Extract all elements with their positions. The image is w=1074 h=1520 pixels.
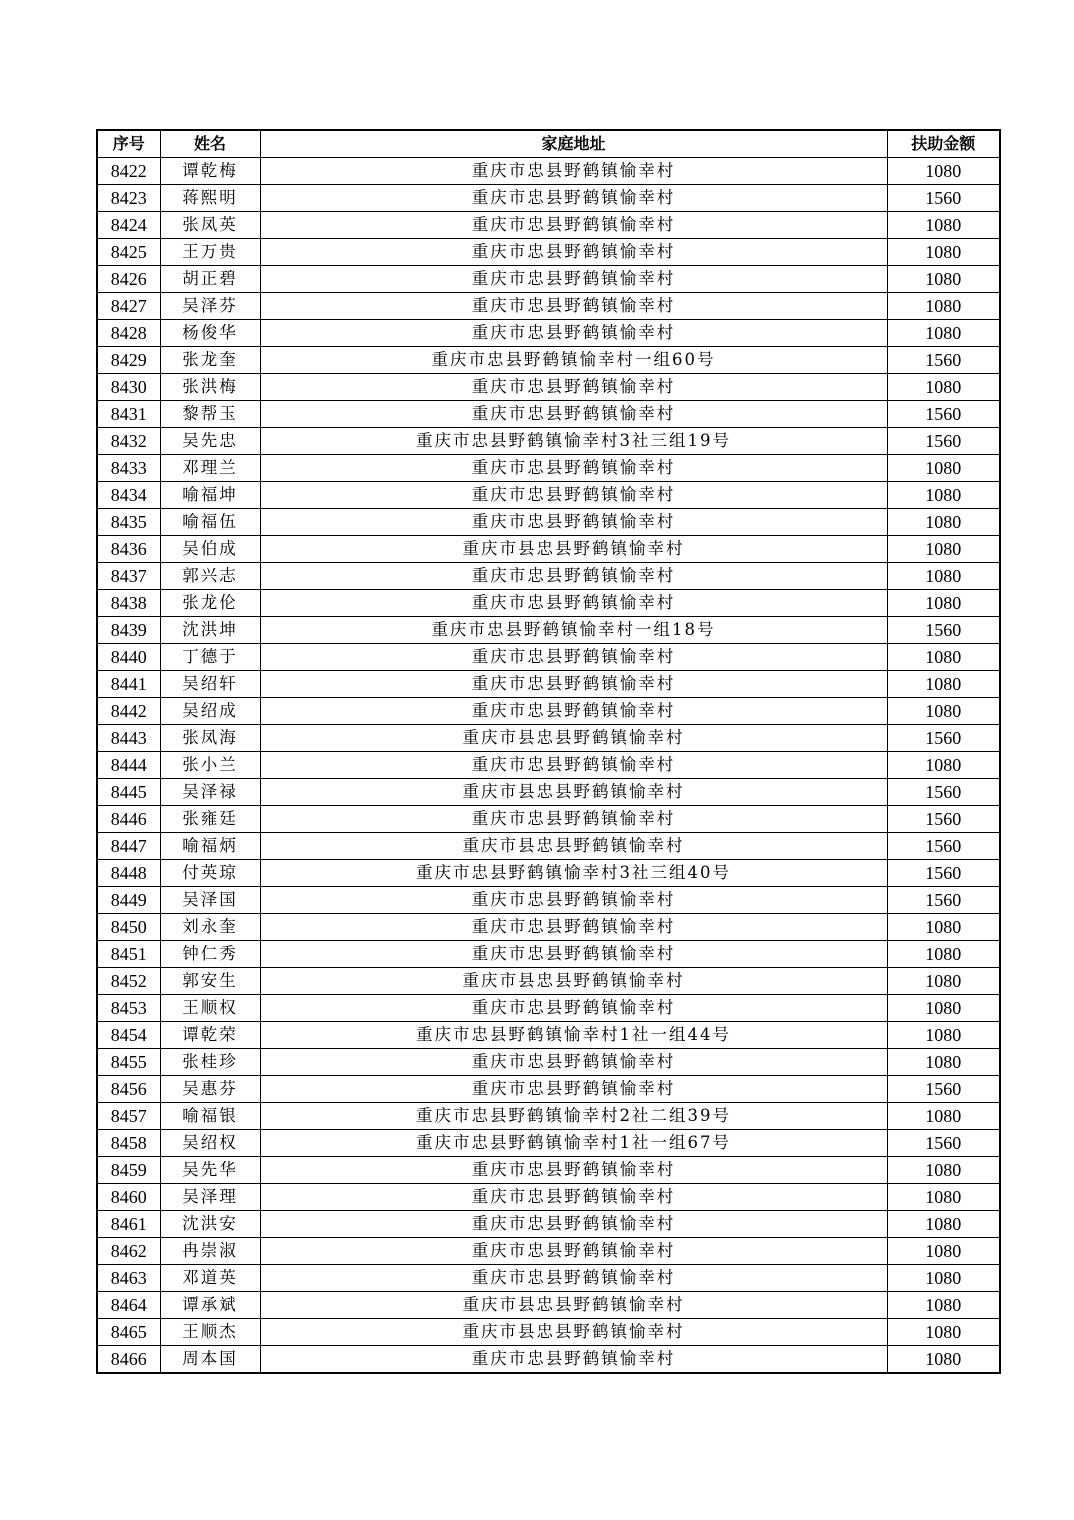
- cell-home-address: 重庆市忠县野鹤镇愉幸村: [260, 887, 887, 914]
- cell-assistance-amount: 1080: [887, 1265, 1000, 1292]
- cell-assistance-amount: 1560: [887, 401, 1000, 428]
- cell-assistance-amount: 1080: [887, 995, 1000, 1022]
- cell-serial-number: 8439: [97, 617, 160, 644]
- cell-home-address: 重庆市忠县野鹤镇愉幸村: [260, 1346, 887, 1374]
- cell-serial-number: 8448: [97, 860, 160, 887]
- cell-name: 沈洪坤: [160, 617, 260, 644]
- table-row: [97, 1292, 1000, 1319]
- cell-home-address: 重庆市忠县野鹤镇愉幸村: [260, 374, 887, 401]
- table-row: [97, 347, 1000, 374]
- cell-home-address: 重庆市县忠县野鹤镇愉幸村: [260, 968, 887, 995]
- table-row: [97, 158, 1000, 185]
- cell-name: 付英琼: [160, 860, 260, 887]
- cell-home-address: 重庆市县忠县野鹤镇愉幸村: [260, 779, 887, 806]
- table-row: [97, 509, 1000, 536]
- cell-serial-number: 8466: [97, 1346, 160, 1374]
- cell-name: 吴绍成: [160, 698, 260, 725]
- cell-serial-number: 8438: [97, 590, 160, 617]
- cell-home-address: 重庆市忠县野鹤镇愉幸村: [260, 509, 887, 536]
- table-row: [97, 914, 1000, 941]
- cell-name: 邓理兰: [160, 455, 260, 482]
- cell-home-address: 重庆市忠县野鹤镇愉幸村: [260, 185, 887, 212]
- table-row: [97, 1346, 1000, 1374]
- cell-serial-number: 8431: [97, 401, 160, 428]
- cell-name: 张龙奎: [160, 347, 260, 374]
- cell-serial-number: 8440: [97, 644, 160, 671]
- cell-assistance-amount: 1560: [887, 428, 1000, 455]
- cell-serial-number: 8436: [97, 536, 160, 563]
- cell-name: 谭承斌: [160, 1292, 260, 1319]
- cell-home-address: 重庆市忠县野鹤镇愉幸村: [260, 1265, 887, 1292]
- table-row: [97, 212, 1000, 239]
- cell-serial-number: 8456: [97, 1076, 160, 1103]
- table-row: [97, 779, 1000, 806]
- cell-name: 杨俊华: [160, 320, 260, 347]
- cell-assistance-amount: 1080: [887, 698, 1000, 725]
- table-row: [97, 1022, 1000, 1049]
- table-row: [97, 968, 1000, 995]
- cell-home-address: 重庆市忠县野鹤镇愉幸村: [260, 401, 887, 428]
- cell-home-address: 重庆市忠县野鹤镇愉幸村1社一组44号: [260, 1022, 887, 1049]
- cell-assistance-amount: 1560: [887, 860, 1000, 887]
- cell-name: 吴伯成: [160, 536, 260, 563]
- cell-name: 张凤海: [160, 725, 260, 752]
- cell-serial-number: 8441: [97, 671, 160, 698]
- cell-home-address: 重庆市忠县野鹤镇愉幸村: [260, 158, 887, 185]
- cell-serial-number: 8426: [97, 266, 160, 293]
- cell-name: 吴泽芬: [160, 293, 260, 320]
- cell-serial-number: 8453: [97, 995, 160, 1022]
- cell-home-address: 重庆市忠县野鹤镇愉幸村3社三组19号: [260, 428, 887, 455]
- header-name: 姓名: [160, 130, 260, 158]
- cell-assistance-amount: 1080: [887, 914, 1000, 941]
- cell-name: 周本国: [160, 1346, 260, 1374]
- cell-assistance-amount: 1080: [887, 968, 1000, 995]
- cell-assistance-amount: 1080: [887, 590, 1000, 617]
- table-row: [97, 455, 1000, 482]
- cell-assistance-amount: 1080: [887, 158, 1000, 185]
- cell-serial-number: 8445: [97, 779, 160, 806]
- cell-name: 胡正碧: [160, 266, 260, 293]
- cell-home-address: 重庆市县忠县野鹤镇愉幸村: [260, 833, 887, 860]
- table-row: [97, 320, 1000, 347]
- table-row: [97, 1049, 1000, 1076]
- table-row: [97, 1157, 1000, 1184]
- cell-home-address: 重庆市忠县野鹤镇愉幸村: [260, 1211, 887, 1238]
- cell-home-address: 重庆市忠县野鹤镇愉幸村: [260, 212, 887, 239]
- cell-serial-number: 8444: [97, 752, 160, 779]
- cell-assistance-amount: 1080: [887, 1184, 1000, 1211]
- header-home-address: 家庭地址: [260, 130, 887, 158]
- table-row: [97, 1319, 1000, 1346]
- cell-name: 吴先华: [160, 1157, 260, 1184]
- cell-home-address: 重庆市忠县野鹤镇愉幸村: [260, 455, 887, 482]
- cell-name: 沈洪安: [160, 1211, 260, 1238]
- cell-serial-number: 8443: [97, 725, 160, 752]
- cell-home-address: 重庆市忠县野鹤镇愉幸村: [260, 563, 887, 590]
- cell-serial-number: 8428: [97, 320, 160, 347]
- cell-name: 丁德于: [160, 644, 260, 671]
- cell-serial-number: 8429: [97, 347, 160, 374]
- cell-serial-number: 8459: [97, 1157, 160, 1184]
- cell-serial-number: 8460: [97, 1184, 160, 1211]
- cell-assistance-amount: 1560: [887, 617, 1000, 644]
- cell-serial-number: 8434: [97, 482, 160, 509]
- table-body: [97, 158, 1000, 1374]
- cell-assistance-amount: 1080: [887, 752, 1000, 779]
- cell-home-address: 重庆市县忠县野鹤镇愉幸村: [260, 725, 887, 752]
- cell-serial-number: 8462: [97, 1238, 160, 1265]
- cell-assistance-amount: 1080: [887, 671, 1000, 698]
- cell-home-address: 重庆市县忠县野鹤镇愉幸村: [260, 536, 887, 563]
- cell-assistance-amount: 1080: [887, 212, 1000, 239]
- table-row: [97, 1211, 1000, 1238]
- cell-name: 王顺杰: [160, 1319, 260, 1346]
- cell-serial-number: 8422: [97, 158, 160, 185]
- table-row: [97, 1130, 1000, 1157]
- cell-name: 吴泽禄: [160, 779, 260, 806]
- cell-assistance-amount: 1080: [887, 239, 1000, 266]
- cell-home-address: 重庆市忠县野鹤镇愉幸村: [260, 644, 887, 671]
- table-row: [97, 1103, 1000, 1130]
- cell-name: 张雍廷: [160, 806, 260, 833]
- cell-home-address: 重庆市忠县野鹤镇愉幸村: [260, 1076, 887, 1103]
- cell-assistance-amount: 1080: [887, 1346, 1000, 1374]
- table-row: [97, 752, 1000, 779]
- table-row: [97, 806, 1000, 833]
- cell-name: 钟仁秀: [160, 941, 260, 968]
- cell-home-address: 重庆市忠县野鹤镇愉幸村: [260, 914, 887, 941]
- cell-assistance-amount: 1560: [887, 347, 1000, 374]
- table-row: [97, 1076, 1000, 1103]
- table-row: [97, 401, 1000, 428]
- cell-serial-number: 8455: [97, 1049, 160, 1076]
- cell-home-address: 重庆市忠县野鹤镇愉幸村: [260, 1238, 887, 1265]
- cell-assistance-amount: 1080: [887, 1319, 1000, 1346]
- cell-assistance-amount: 1080: [887, 266, 1000, 293]
- table-row: [97, 617, 1000, 644]
- cell-home-address: 重庆市忠县野鹤镇愉幸村: [260, 320, 887, 347]
- cell-name: 郭兴志: [160, 563, 260, 590]
- assistance-table: [96, 129, 1001, 1374]
- cell-assistance-amount: 1080: [887, 1022, 1000, 1049]
- cell-home-address: 重庆市忠县野鹤镇愉幸村: [260, 1049, 887, 1076]
- cell-serial-number: 8435: [97, 509, 160, 536]
- cell-serial-number: 8464: [97, 1292, 160, 1319]
- cell-assistance-amount: 1080: [887, 482, 1000, 509]
- table-row: [97, 482, 1000, 509]
- cell-home-address: 重庆市忠县野鹤镇愉幸村: [260, 698, 887, 725]
- cell-name: 吴泽国: [160, 887, 260, 914]
- cell-assistance-amount: 1080: [887, 563, 1000, 590]
- table-row: [97, 941, 1000, 968]
- cell-assistance-amount: 1560: [887, 185, 1000, 212]
- cell-assistance-amount: 1080: [887, 509, 1000, 536]
- cell-assistance-amount: 1560: [887, 887, 1000, 914]
- table-row: [97, 428, 1000, 455]
- cell-assistance-amount: 1560: [887, 1076, 1000, 1103]
- table-row: [97, 887, 1000, 914]
- cell-home-address: 重庆市忠县野鹤镇愉幸村3社三组40号: [260, 860, 887, 887]
- cell-name: 谭乾梅: [160, 158, 260, 185]
- table-row: [97, 563, 1000, 590]
- cell-assistance-amount: 1080: [887, 455, 1000, 482]
- cell-name: 郭安生: [160, 968, 260, 995]
- cell-serial-number: 8433: [97, 455, 160, 482]
- cell-name: 张小兰: [160, 752, 260, 779]
- cell-serial-number: 8430: [97, 374, 160, 401]
- cell-name: 张凤英: [160, 212, 260, 239]
- cell-home-address: 重庆市忠县野鹤镇愉幸村: [260, 590, 887, 617]
- cell-name: 吴绍权: [160, 1130, 260, 1157]
- cell-home-address: 重庆市忠县野鹤镇愉幸村1社一组67号: [260, 1130, 887, 1157]
- table-row: [97, 1238, 1000, 1265]
- table-row: [97, 239, 1000, 266]
- cell-serial-number: 8463: [97, 1265, 160, 1292]
- cell-name: 冉崇淑: [160, 1238, 260, 1265]
- cell-home-address: 重庆市忠县野鹤镇愉幸村一组18号: [260, 617, 887, 644]
- table-row: [97, 185, 1000, 212]
- cell-home-address: 重庆市县忠县野鹤镇愉幸村: [260, 1319, 887, 1346]
- table-row: [97, 860, 1000, 887]
- table-row: [97, 671, 1000, 698]
- header-assistance-amount: 扶助金额: [887, 130, 1000, 158]
- table-row: [97, 590, 1000, 617]
- cell-name: 张洪梅: [160, 374, 260, 401]
- table-row: [97, 536, 1000, 563]
- cell-assistance-amount: 1080: [887, 293, 1000, 320]
- header-serial-number: 序号: [97, 130, 160, 158]
- cell-assistance-amount: 1080: [887, 644, 1000, 671]
- cell-serial-number: 8446: [97, 806, 160, 833]
- cell-name: 王顺权: [160, 995, 260, 1022]
- cell-name: 邓道英: [160, 1265, 260, 1292]
- cell-assistance-amount: 1560: [887, 725, 1000, 752]
- cell-home-address: 重庆市忠县野鹤镇愉幸村: [260, 266, 887, 293]
- table-row: [97, 266, 1000, 293]
- cell-home-address: 重庆市忠县野鹤镇愉幸村: [260, 671, 887, 698]
- table-row: [97, 725, 1000, 752]
- cell-serial-number: 8427: [97, 293, 160, 320]
- cell-assistance-amount: 1080: [887, 1211, 1000, 1238]
- cell-serial-number: 8424: [97, 212, 160, 239]
- cell-serial-number: 8437: [97, 563, 160, 590]
- cell-name: 张桂珍: [160, 1049, 260, 1076]
- cell-name: 吴绍轩: [160, 671, 260, 698]
- table-row: [97, 644, 1000, 671]
- cell-assistance-amount: 1560: [887, 1130, 1000, 1157]
- cell-assistance-amount: 1080: [887, 1238, 1000, 1265]
- cell-assistance-amount: 1080: [887, 941, 1000, 968]
- table-row: [97, 995, 1000, 1022]
- cell-assistance-amount: 1080: [887, 1157, 1000, 1184]
- cell-name: 喻福银: [160, 1103, 260, 1130]
- cell-assistance-amount: 1080: [887, 1292, 1000, 1319]
- cell-serial-number: 8447: [97, 833, 160, 860]
- cell-home-address: 重庆市忠县野鹤镇愉幸村: [260, 941, 887, 968]
- cell-name: 刘永奎: [160, 914, 260, 941]
- cell-name: 喻福坤: [160, 482, 260, 509]
- cell-home-address: 重庆市县忠县野鹤镇愉幸村: [260, 1292, 887, 1319]
- table-header: [97, 130, 1000, 158]
- cell-home-address: 重庆市忠县野鹤镇愉幸村: [260, 806, 887, 833]
- cell-serial-number: 8432: [97, 428, 160, 455]
- cell-assistance-amount: 1080: [887, 1103, 1000, 1130]
- cell-serial-number: 8449: [97, 887, 160, 914]
- cell-serial-number: 8461: [97, 1211, 160, 1238]
- cell-assistance-amount: 1560: [887, 833, 1000, 860]
- cell-assistance-amount: 1080: [887, 536, 1000, 563]
- cell-serial-number: 8451: [97, 941, 160, 968]
- header-row: [97, 130, 1000, 158]
- table-row: [97, 293, 1000, 320]
- cell-assistance-amount: 1080: [887, 320, 1000, 347]
- cell-name: 谭乾荣: [160, 1022, 260, 1049]
- cell-home-address: 重庆市忠县野鹤镇愉幸村2社二组39号: [260, 1103, 887, 1130]
- cell-home-address: 重庆市忠县野鹤镇愉幸村: [260, 995, 887, 1022]
- cell-home-address: 重庆市忠县野鹤镇愉幸村: [260, 482, 887, 509]
- cell-serial-number: 8465: [97, 1319, 160, 1346]
- cell-name: 喻福伍: [160, 509, 260, 536]
- cell-name: 吴惠芬: [160, 1076, 260, 1103]
- cell-name: 喻福炳: [160, 833, 260, 860]
- table-row: [97, 833, 1000, 860]
- cell-serial-number: 8425: [97, 239, 160, 266]
- cell-name: 黎帮玉: [160, 401, 260, 428]
- table-row: [97, 1265, 1000, 1292]
- cell-name: 张龙伦: [160, 590, 260, 617]
- cell-assistance-amount: 1560: [887, 779, 1000, 806]
- cell-home-address: 重庆市忠县野鹤镇愉幸村: [260, 752, 887, 779]
- cell-home-address: 重庆市忠县野鹤镇愉幸村: [260, 1157, 887, 1184]
- cell-home-address: 重庆市忠县野鹤镇愉幸村: [260, 293, 887, 320]
- cell-serial-number: 8442: [97, 698, 160, 725]
- table-row: [97, 698, 1000, 725]
- cell-serial-number: 8454: [97, 1022, 160, 1049]
- cell-serial-number: 8450: [97, 914, 160, 941]
- cell-name: 王万贵: [160, 239, 260, 266]
- cell-assistance-amount: 1560: [887, 806, 1000, 833]
- cell-home-address: 重庆市忠县野鹤镇愉幸村: [260, 239, 887, 266]
- cell-name: 蒋熙明: [160, 185, 260, 212]
- cell-serial-number: 8452: [97, 968, 160, 995]
- cell-assistance-amount: 1080: [887, 374, 1000, 401]
- cell-name: 吴先忠: [160, 428, 260, 455]
- table-row: [97, 374, 1000, 401]
- cell-serial-number: 8423: [97, 185, 160, 212]
- cell-serial-number: 8457: [97, 1103, 160, 1130]
- cell-serial-number: 8458: [97, 1130, 160, 1157]
- cell-name: 吴泽理: [160, 1184, 260, 1211]
- table-row: [97, 1184, 1000, 1211]
- cell-assistance-amount: 1080: [887, 1049, 1000, 1076]
- cell-home-address: 重庆市忠县野鹤镇愉幸村一组60号: [260, 347, 887, 374]
- cell-home-address: 重庆市忠县野鹤镇愉幸村: [260, 1184, 887, 1211]
